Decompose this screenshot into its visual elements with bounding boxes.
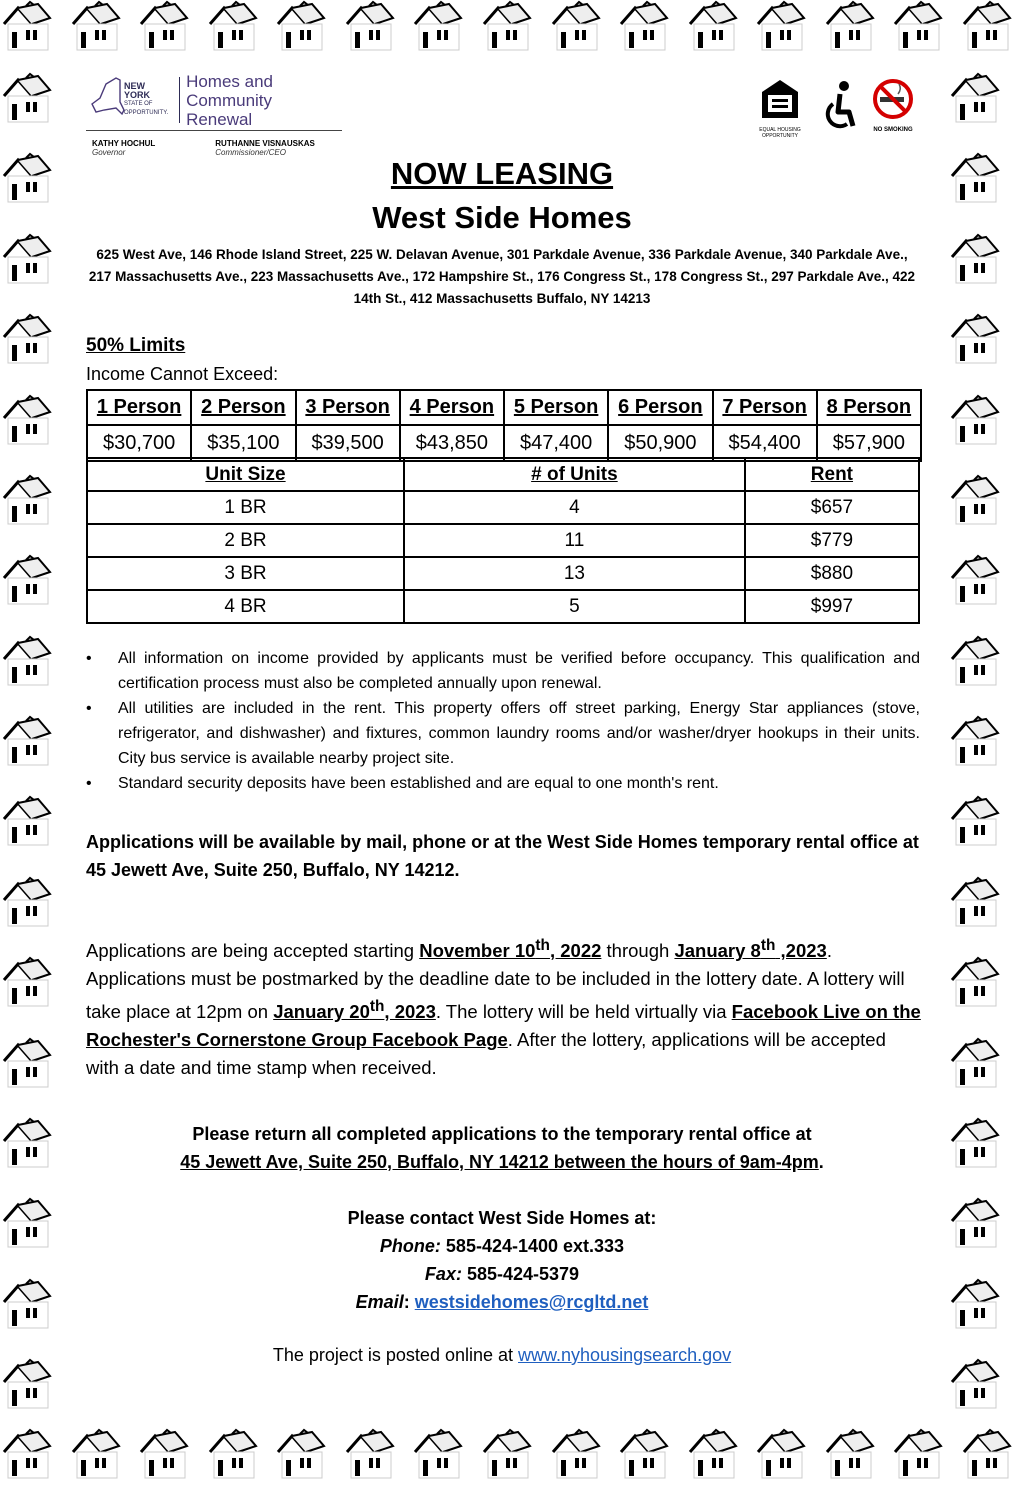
- start-date: November 10th, 2022: [419, 937, 602, 962]
- house-border-top: [0, 0, 1012, 54]
- house-icon: [69, 0, 121, 54]
- posted-online: The project is posted online at www.nyhousingsearch.gov: [272, 1345, 732, 1365]
- unit-count-cell: 4: [404, 491, 745, 524]
- table-row: [87, 491, 919, 524]
- contact-heading: Please contact West Side Homes at:: [347, 1208, 657, 1228]
- house-icon: [0, 715, 56, 769]
- income-limit-cell: $57,900: [817, 425, 921, 461]
- house-icon: [0, 876, 56, 930]
- units-header-cell: Rent: [745, 458, 919, 491]
- house-border-bottom: [0, 1428, 1012, 1486]
- bullet-icon: •: [86, 775, 92, 792]
- table-row: [87, 524, 919, 557]
- house-icon: [754, 0, 806, 54]
- house-icon: [0, 233, 56, 287]
- income-limit-cell: $35,100: [191, 425, 295, 461]
- house-icon: [0, 554, 56, 608]
- phone-line: Phone: 585-424-1400 ext.333: [379, 1236, 625, 1256]
- house-icon: [617, 0, 669, 54]
- property-addresses: 625 West Ave, 146 Rhode Island Street, 225 W. Delavan Avenue, 301 Parkdale Avenue, 336 Parkdale Avenue, 340 Parkdale Ave., 217 Massachusetts Ave., 223 Massachusetts Ave., 172 Hampshire St., 176 Congress St., 178 Congress St., 297 Parkdale Ave., 422 14th St., 412 Massachusetts Buffalo, NY 14213: [88, 247, 916, 306]
- house-icon: [0, 635, 56, 689]
- house-icon: [0, 0, 52, 54]
- unit-rent-cell: $997: [745, 590, 919, 623]
- household-size-cell: 5 Person: [504, 390, 608, 425]
- house-icon: [948, 1358, 1004, 1412]
- compliance-icons: [752, 78, 928, 140]
- lottery-venue: Facebook Live on the Rochester's Cornerstone Group Facebook Page: [86, 1001, 921, 1051]
- house-icon: [686, 0, 738, 54]
- email-link[interactable]: westsidehomes@rcgltd.net: [414, 1292, 649, 1312]
- income-limit-cell: $39,500: [296, 425, 400, 461]
- house-icon: [137, 1428, 189, 1486]
- list-item: • All information on income provided by applicants must be verified before occupancy. This qualification and certification process must also be completed annually upon renewal.: [86, 646, 920, 696]
- house-icon: [948, 635, 1004, 689]
- wheelchair-accessible-icon: [822, 78, 856, 136]
- house-icon: [948, 313, 1004, 367]
- unit-rent-cell: $657: [745, 491, 919, 524]
- house-icon: [343, 0, 395, 54]
- house-icon: [823, 1428, 875, 1486]
- house-icon: [948, 715, 1004, 769]
- house-icon: [0, 313, 56, 367]
- household-size-cell: 1 Person: [87, 390, 191, 425]
- end-date: January 8th ,2023: [674, 937, 827, 962]
- income-limits-heading: 50% Limits: [86, 335, 186, 356]
- house-icon: [948, 72, 1004, 126]
- new-york-state-outline-icon: [86, 74, 128, 120]
- house-icon: [948, 554, 1004, 608]
- governor-credit: KATHY HOCHUL Governor: [92, 139, 156, 157]
- units-header-cell: # of Units: [404, 458, 745, 491]
- list-item: • All utilities are included in the rent. This property offers off street parking, Energy Star appliances (stove, refrigerator, and dishwasher) and fixtures, common laundry rooms and/or washer/dryer hookups in their units. City bus service is available nearby project site.: [86, 696, 920, 771]
- house-icon: [411, 0, 463, 54]
- lottery-date: January 20th, 2023: [273, 998, 436, 1023]
- nyhousingsearch-link[interactable]: www.nyhousingsearch.gov: [518, 1345, 732, 1365]
- house-icon: [549, 0, 601, 54]
- return-instructions: Please return all completed applications to the temporary rental office at 45 Jewett Ave, Suite 250, Buffalo, NY 14212 between the hours of 9am-4pm.: [180, 1124, 824, 1172]
- commissioner-credit: RUTHANNE VISNAUSKAS Commissioner/CEO: [215, 139, 315, 157]
- house-icon: [754, 1428, 806, 1486]
- logo-state-text: NEW YORK STATE OF OPPORTUNITY.: [124, 81, 169, 116]
- house-icon: [0, 474, 56, 528]
- house-icon: [948, 394, 1004, 448]
- household-size-cell: 8 Person: [817, 390, 921, 425]
- unit-size-cell: 3 BR: [87, 557, 404, 590]
- house-icon: [69, 1428, 121, 1486]
- units-table: [86, 457, 920, 624]
- house-icon: [0, 1428, 52, 1486]
- house-icon: [891, 0, 943, 54]
- unit-size-cell: 1 BR: [87, 491, 404, 524]
- house-icon: [0, 795, 56, 849]
- household-size-row: [87, 390, 921, 425]
- house-icon: [0, 1037, 56, 1091]
- house-icon: [274, 1428, 326, 1486]
- house-icon: [0, 394, 56, 448]
- house-icon: [960, 0, 1012, 54]
- house-icon: [274, 0, 326, 54]
- application-availability: Applications will be available by mail, phone or at the West Side Homes temporary rental office at 45 Jewett Ave, Suite 250, Buffalo, NY 14212.: [86, 832, 919, 880]
- unit-count-cell: 11: [404, 524, 745, 557]
- property-name: West Side Homes: [372, 200, 632, 235]
- equal-housing-icon: EQUAL HOUSING OPPORTUNITY: [752, 78, 808, 139]
- unit-count-cell: 13: [404, 557, 745, 590]
- household-size-cell: 7 Person: [713, 390, 817, 425]
- unit-rent-cell: $779: [745, 524, 919, 557]
- fax-line: Fax: 585-424-5379: [424, 1264, 580, 1284]
- house-icon: [0, 72, 56, 126]
- list-item: • Standard security deposits have been established and are equal to one month's rent.: [86, 771, 920, 796]
- table-row: [87, 590, 919, 623]
- income-limit-cell: $50,900: [608, 425, 712, 461]
- contact-info: [0, 1204, 1004, 1316]
- house-icon: [948, 1037, 1004, 1091]
- income-limit-cell: $54,400: [713, 425, 817, 461]
- income-limit-cell: $43,850: [400, 425, 504, 461]
- house-icon: [206, 1428, 258, 1486]
- rental-office-address: 45 Jewett Ave, Suite 250, Buffalo, NY 14212 between the hours of 9am-4pm: [180, 1152, 819, 1172]
- page-title: NOW LEASING: [390, 156, 614, 191]
- house-icon: [948, 233, 1004, 287]
- no-smoking-icon: NO SMOKING: [870, 78, 916, 133]
- household-size-cell: 2 Person: [191, 390, 295, 425]
- income-limit-row: [87, 425, 921, 461]
- house-icon: [549, 1428, 601, 1486]
- house-icon: [480, 0, 532, 54]
- house-icon: [948, 956, 1004, 1010]
- house-icon: [686, 1428, 738, 1486]
- unit-rent-cell: $880: [745, 557, 919, 590]
- income-limits-table: [86, 389, 922, 462]
- income-label: Income Cannot Exceed:: [86, 364, 279, 384]
- property-details-list: [86, 646, 920, 796]
- house-icon: [343, 1428, 395, 1486]
- house-icon: [411, 1428, 463, 1486]
- units-header-cell: Unit Size: [87, 458, 404, 491]
- unit-size-cell: 4 BR: [87, 590, 404, 623]
- application-dates-paragraph: Applications are being accepted starting November 10th, 2022 through January 8th ,2023. Applications must be postmarked by the deadline date to be included in the lottery date. A lottery will take place at 12pm on January 20th, 2023. The lottery will be held virtually via Facebook Live on the Rochester's Cornerstone Group Facebook Page. After the lottery, applications will be accepted with a date and time stamp when received.: [86, 937, 921, 1079]
- household-size-cell: 6 Person: [608, 390, 712, 425]
- house-icon: [137, 0, 189, 54]
- house-icon: [891, 1428, 943, 1486]
- unit-size-cell: 2 BR: [87, 524, 404, 557]
- house-icon: [0, 956, 56, 1010]
- house-icon: [480, 1428, 532, 1486]
- house-icon: [948, 474, 1004, 528]
- logo-agency-name: Homes and Community Renewal: [186, 71, 273, 129]
- bullet-icon: •: [86, 650, 92, 667]
- house-icon: [948, 876, 1004, 930]
- house-icon: [206, 0, 258, 54]
- table-row: [87, 557, 919, 590]
- house-icon: [823, 0, 875, 54]
- household-size-cell: 4 Person: [400, 390, 504, 425]
- house-icon: [948, 795, 1004, 849]
- house-icon: [960, 1428, 1012, 1486]
- bullet-icon: •: [86, 700, 92, 717]
- house-icon: [0, 1358, 56, 1412]
- unit-count-cell: 5: [404, 590, 745, 623]
- email-line: Email: westsidehomes@rcgltd.net: [355, 1292, 649, 1312]
- income-limit-cell: $30,700: [87, 425, 191, 461]
- units-header-row: [87, 458, 919, 491]
- household-size-cell: 3 Person: [296, 390, 400, 425]
- income-limit-cell: $47,400: [504, 425, 608, 461]
- house-icon: [617, 1428, 669, 1486]
